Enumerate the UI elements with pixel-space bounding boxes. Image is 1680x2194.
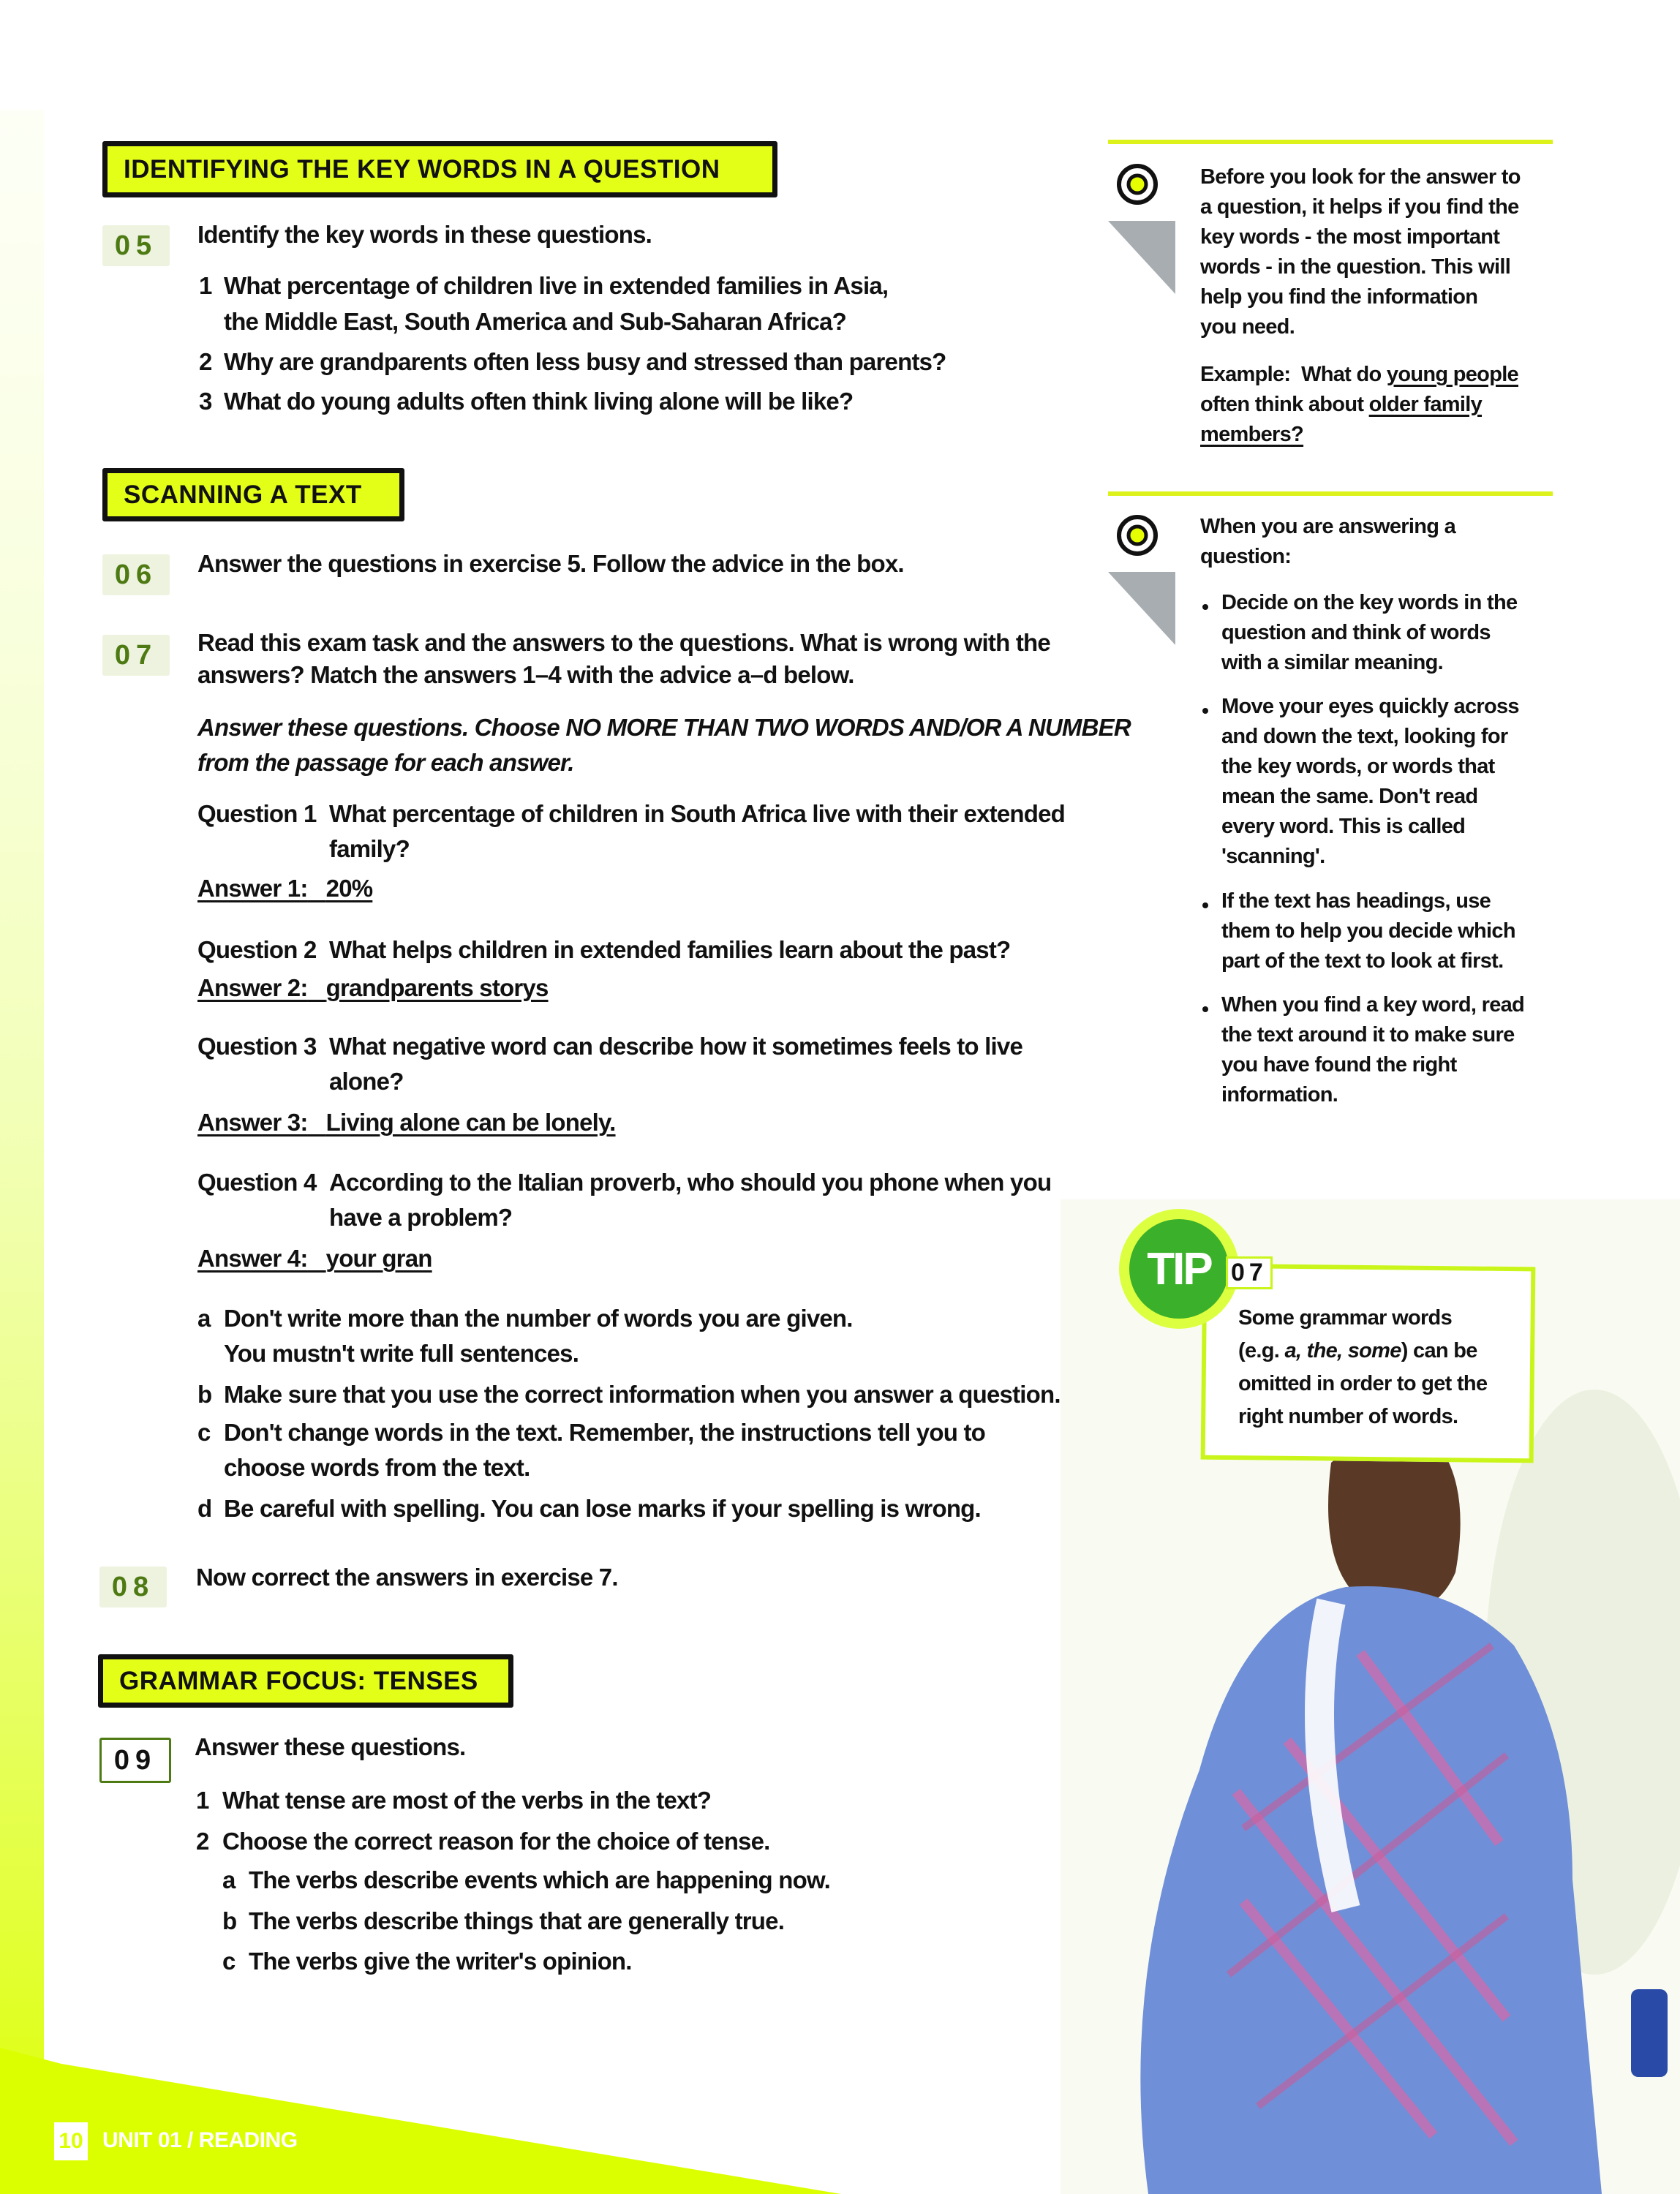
question-text: According to the Italian proverb, who should you phone when you	[329, 1169, 1052, 1196]
question-text: family?	[329, 835, 410, 862]
option-letter: a	[222, 1866, 236, 1893]
question-text: alone?	[329, 1068, 404, 1095]
bullet-text: information.	[1221, 1083, 1338, 1107]
answer-label: Answer 3:	[197, 1109, 308, 1136]
bullet-text: and down the text, looking for	[1221, 725, 1508, 748]
section-heading-key-words	[102, 141, 777, 197]
tip-text: - the most important	[1299, 225, 1500, 249]
exercise-07-instruction: answers? Match the answers 1–4 with the advice a–d below.	[197, 661, 854, 688]
exercise-number-05: 05	[102, 225, 170, 266]
advice-letter: b	[197, 1381, 212, 1408]
advice-letter: d	[197, 1495, 212, 1522]
grey-triangle-marker	[1108, 572, 1178, 646]
tip-label: TIP	[1147, 1243, 1211, 1294]
page-number: 10	[54, 2122, 88, 2160]
tip-text: you need.	[1200, 315, 1295, 339]
list-item: Why are grandparents often less busy and stressed than parents?	[224, 348, 946, 375]
bullet-text: every word. This is called	[1221, 815, 1466, 838]
example-keyword: young people	[1386, 363, 1518, 386]
tip-badge	[1119, 1209, 1239, 1329]
bullet	[1202, 902, 1208, 908]
footer-section: READING	[198, 2128, 298, 2152]
question-text: What negative word can describe how it sometimes feels to live	[329, 1033, 1023, 1060]
advice-text: Be careful with spelling. You can lose marks if your spelling is wrong.	[224, 1495, 981, 1522]
example-keyword: members?	[1200, 423, 1304, 446]
bullet-text: part of the text to look at first.	[1221, 949, 1504, 973]
tip-text: (e.g.	[1238, 1339, 1285, 1362]
answer-label: Answer 1:	[197, 875, 308, 902]
tip-text: right number of words.	[1238, 1405, 1458, 1428]
exam-task-instruction	[197, 714, 1131, 742]
tip-intro: question:	[1200, 545, 1292, 568]
list-item: What percentage of children live in extended families in Asia,	[224, 272, 889, 299]
list-number: 2	[199, 348, 212, 375]
exercise-number-08: 08	[99, 1567, 167, 1607]
question-text: have a problem?	[329, 1204, 513, 1231]
question-text: What percentage of children in South Africa live with their extended	[329, 800, 1066, 827]
exercise-06-instruction: Answer the questions in exercise 5. Follow the advice in the box.	[197, 550, 904, 577]
answer-value: grandparents storys	[325, 974, 549, 1001]
bullet-text: them to help you decide which	[1221, 919, 1515, 943]
target-icon	[1115, 162, 1159, 206]
list-number: 1	[196, 1787, 209, 1814]
footer-band	[0, 2048, 841, 2194]
answer-3	[197, 1109, 616, 1136]
option-text: The verbs describe things that are generally true.	[249, 1907, 785, 1934]
advice-text: Don't write more than the number of words you are given.	[224, 1305, 853, 1332]
example-text	[1200, 393, 1482, 417]
answer-label: Answer 4:	[197, 1245, 308, 1272]
answer-4	[197, 1245, 432, 1273]
bullet-text: with a similar meaning.	[1221, 651, 1443, 674]
advice-text: Don't change words in the text. Remember, the instructions tell you to	[224, 1419, 985, 1446]
tip-text: help you find the information	[1200, 285, 1478, 309]
exercise-05-instruction: Identify the key words in these questions.	[197, 221, 652, 248]
tip-text: Some grammar words	[1238, 1306, 1452, 1330]
tip-intro: When you are answering a	[1200, 515, 1456, 538]
section-heading-text: IDENTIFYING THE KEY WORDS IN A QUESTION	[124, 154, 720, 184]
tip-text: ) can be	[1401, 1339, 1477, 1362]
bullet-text: you have found the right	[1221, 1053, 1457, 1077]
advice-letter: a	[197, 1305, 211, 1332]
exam-task-instruction: from the passage for each answer.	[197, 749, 574, 776]
bullet-text: the text around it to make sure	[1221, 1023, 1515, 1047]
exercise-07-instruction: Read this exam task and the answers to the questions. What is wrong with the	[197, 629, 1050, 656]
question-label: Question 2	[197, 936, 317, 963]
advice-text: You mustn't write full sentences.	[224, 1340, 579, 1367]
option-letter: c	[222, 1948, 236, 1975]
advice-text: Make sure that you use the correct information when you answer a question.	[224, 1381, 1061, 1408]
answer-value: Living alone can be lonely.	[325, 1109, 616, 1136]
tip-badge-inner	[1129, 1219, 1229, 1319]
section-heading-text: GRAMMAR FOCUS: TENSES	[119, 1666, 478, 1695]
bullet-text: question and think of words	[1221, 621, 1491, 644]
bullet-text: Decide on the key words in the	[1221, 591, 1518, 614]
section-heading-text: SCANNING A TEXT	[124, 480, 362, 509]
list-item: the Middle East, South America and Sub-Saharan Africa?	[224, 308, 847, 335]
bullet-text: 'scanning'.	[1221, 845, 1325, 868]
option-letter: b	[222, 1907, 237, 1934]
question-text: What helps children in extended families learn about the past?	[329, 936, 1011, 963]
exercise-number-06: 06	[102, 554, 170, 595]
tip-text: omitted in order to get the	[1238, 1372, 1488, 1395]
section-heading-grammar	[98, 1654, 513, 1708]
tip-text: Before you look for the answer to	[1200, 165, 1521, 189]
exercise-number-09: 09	[99, 1738, 171, 1783]
list-item: Choose the correct reason for the choice of tense.	[222, 1828, 770, 1855]
list-item: What do young adults often think living alone will be like?	[224, 388, 854, 415]
list-item: What tense are most of the verbs in the text?	[222, 1787, 712, 1814]
bullet-text: When you find a key word, read	[1221, 993, 1525, 1017]
answer-value: 20%	[325, 875, 373, 902]
tip-text	[1200, 225, 1499, 249]
task-text: Answer these questions. Choose	[197, 714, 566, 741]
answer-value: your gran	[325, 1245, 432, 1272]
divider	[1108, 140, 1553, 144]
exercise-number-07: 07	[102, 635, 170, 676]
bullet-text: If the text has headings, use	[1221, 889, 1491, 913]
list-number: 2	[196, 1828, 209, 1855]
task-emphasis: NO MORE THAN TWO WORDS AND/OR A NUMBER	[565, 714, 1131, 741]
question-label: Question 4	[197, 1169, 317, 1196]
option-text: The verbs describe events which are happening now.	[249, 1866, 831, 1893]
example-label: Example:	[1200, 363, 1291, 386]
target-icon	[1115, 513, 1159, 557]
section-heading-scanning	[102, 468, 404, 521]
tip-number: 07	[1226, 1256, 1273, 1289]
bullet	[1202, 604, 1208, 610]
bullet-text: the key words, or words that	[1221, 755, 1495, 778]
divider	[1108, 491, 1553, 496]
answer-1	[197, 875, 372, 902]
option-text: The verbs give the writer's opinion.	[249, 1948, 632, 1975]
example-text	[1200, 363, 1518, 387]
tip-text	[1238, 1339, 1477, 1363]
grey-triangle-marker	[1108, 221, 1178, 295]
list-number: 1	[199, 272, 212, 299]
tip-text: a question, it helps if you find the	[1200, 195, 1519, 219]
exercise-09-instruction: Answer these questions.	[195, 1733, 466, 1760]
footer-unit: UNIT 01	[102, 2128, 182, 2152]
example-keyword: older family	[1368, 393, 1483, 416]
footer-label: UNIT 01 / READING	[102, 2128, 298, 2152]
tip-examples: a, the, some	[1284, 1339, 1401, 1362]
bullet-text: Move your eyes quickly across	[1221, 695, 1519, 718]
left-strip	[0, 110, 44, 2194]
example-text: What do	[1301, 363, 1387, 386]
answer-2	[197, 974, 549, 1002]
key-words-term: key words	[1200, 225, 1300, 249]
answer-label: Answer 2:	[197, 974, 308, 1001]
example-text: often think about	[1200, 393, 1369, 416]
advice-text: choose words from the text.	[224, 1454, 530, 1481]
bullet	[1202, 708, 1208, 714]
bullet	[1202, 1006, 1208, 1012]
bullet-text: mean the same. Don't read	[1221, 785, 1478, 808]
tip-text: words - in the question. This will	[1200, 255, 1511, 279]
question-label: Question 1	[197, 800, 317, 827]
exercise-08-instruction: Now correct the answers in exercise 7.	[196, 1564, 618, 1591]
question-label: Question 3	[197, 1033, 317, 1060]
tip-box	[1201, 1264, 1536, 1463]
advice-letter: c	[197, 1419, 211, 1446]
list-number: 3	[199, 388, 212, 415]
